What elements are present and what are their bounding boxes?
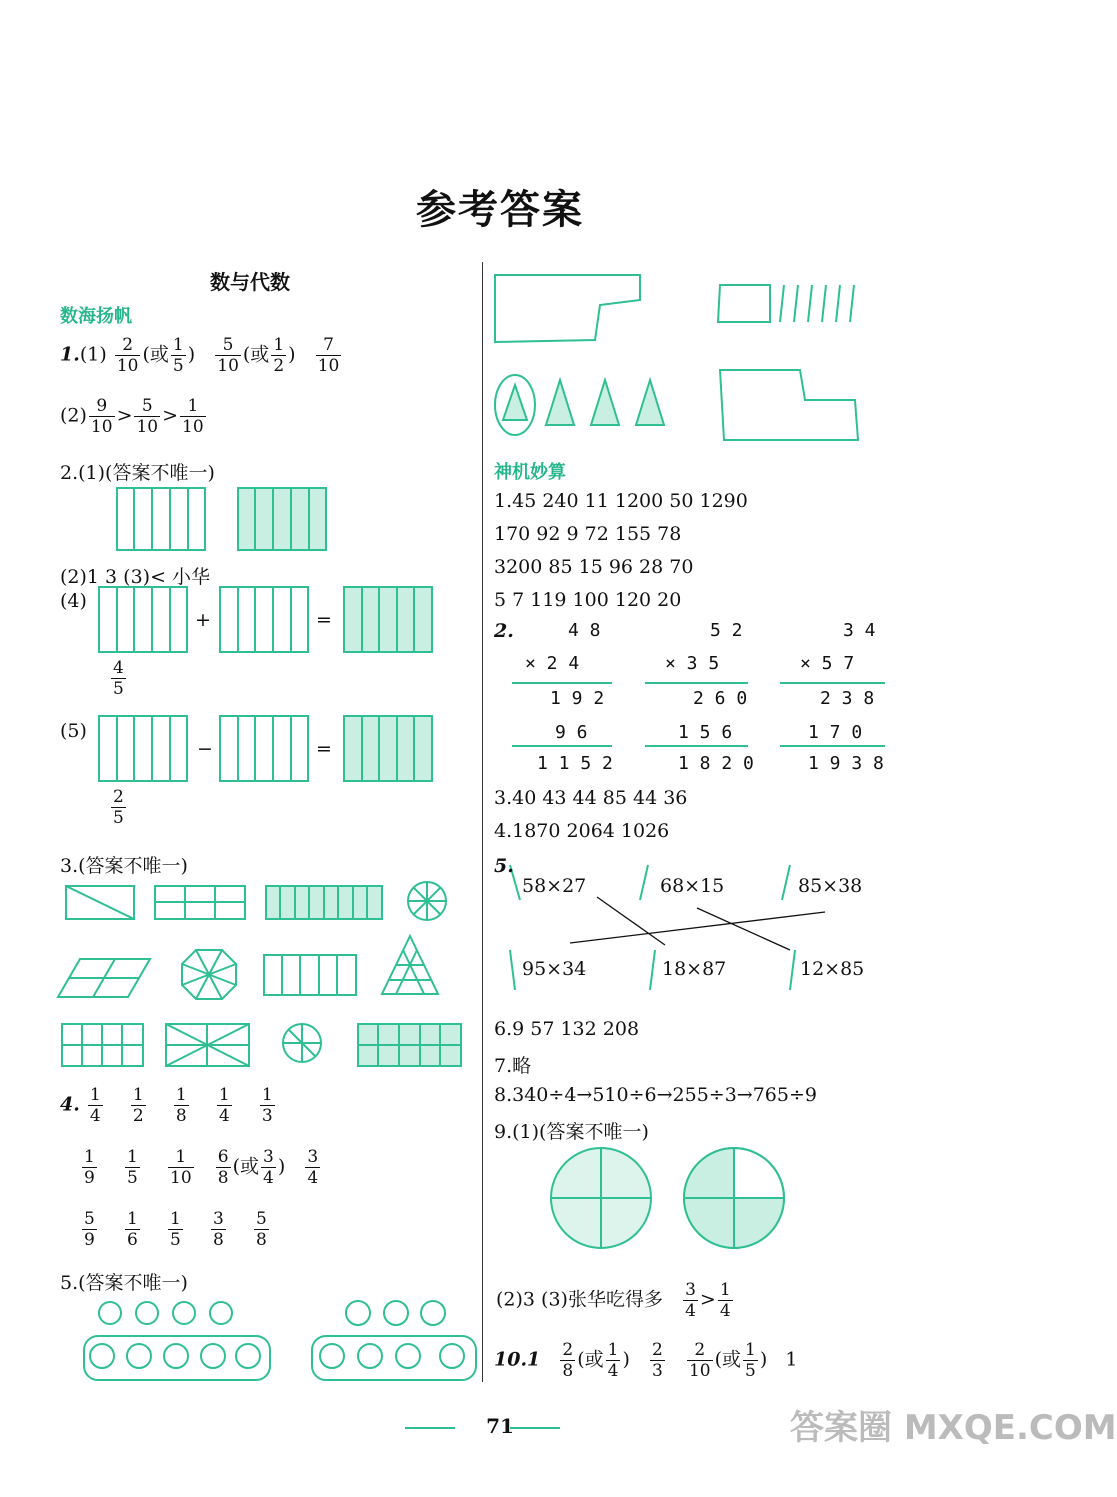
mult3-b: × 5 7 — [800, 653, 855, 674]
top-expr-2: 68×15 — [660, 875, 725, 897]
r-q9: 9.(1)(答案不唯一) — [494, 1121, 649, 1143]
q1-line1: 1.(1) $\frac{2}{10}$ (或 $\frac{1}{5}$ ) $\frac{5}{10}$ (或 $\frac{1}{2}$ ) $\frac{7}{10}$ — [60, 335, 340, 376]
q5-heading: 5.(答案不唯一) — [60, 1272, 188, 1294]
r-q5-label: 5. — [494, 855, 514, 877]
q4-row1: 4. $\frac{1}{4}$ $\frac{1}{2}$ $\frac{1}{8}$ $\frac{1}{4}$ $\frac{1}{3}$ — [60, 1085, 273, 1126]
mult2-a: 5 2 — [710, 620, 743, 641]
bottom-expr-3: 12×85 — [800, 958, 865, 980]
top-expr-3: 85×38 — [798, 875, 863, 897]
equals-sign-2: = — [316, 738, 332, 760]
q3-heading: 3.(答案不唯一) — [60, 855, 188, 877]
q2-line2: (2)1 3 (3)< 小华 — [60, 566, 211, 588]
plus-sign: + — [195, 609, 211, 631]
section-heading-1: 数海扬帆 — [60, 306, 132, 327]
q4-row3: $\frac{5}{9}$ $\frac{1}{6}$ $\frac{1}{5}$ $\frac{3}{8}$ $\frac{5}{8}$ — [84, 1209, 267, 1250]
r-q1-row4: 5 7 119 100 120 20 — [494, 589, 682, 611]
section-heading-2: 神机妙算 — [494, 462, 566, 483]
page-title: 参考答案 — [416, 187, 584, 233]
mult3-r: 1 9 3 8 — [808, 753, 884, 774]
q1-line2: (2) $\frac{9}{10}$ > $\frac{5}{10}$ > $\frac{1}{10}$ — [60, 396, 204, 437]
r-q1-row2: 170 92 9 72 155 78 — [494, 523, 682, 545]
r-q2-label: 2. — [494, 620, 514, 642]
mult3-p1: 2 3 8 — [820, 688, 875, 709]
r-q1-row1: 1.45 240 11 1200 50 1290 — [494, 490, 748, 512]
q2-part4-answer: $\frac{4}{5}$ — [113, 658, 124, 699]
q2-line1: 2.(1)(答案不唯一) — [60, 462, 215, 484]
mult1-r: 1 1 5 2 — [537, 753, 613, 774]
bottom-expr-1: 95×34 — [522, 958, 587, 980]
watermark: 答案圈 MXQE.COM — [790, 1408, 1117, 1448]
mult2-p2: 1 5 6 — [678, 722, 733, 743]
subtitle: 数与代数 — [210, 270, 290, 294]
bottom-expr-2: 18×87 — [662, 958, 727, 980]
r-q6: 6.9 57 132 208 — [494, 1018, 640, 1040]
mult1-b: × 2 4 — [525, 653, 580, 674]
r-q3: 3.40 43 44 85 44 36 — [494, 787, 688, 809]
mult2-r: 1 8 2 0 — [678, 753, 754, 774]
mult1-p2: 9 6 — [555, 722, 588, 743]
equals-sign-1: = — [316, 609, 332, 631]
r-q4: 4.1870 2064 1026 — [494, 820, 670, 842]
q2-part5-label: (5) — [60, 720, 87, 742]
q2-part5-answer: $\frac{2}{5}$ — [113, 787, 124, 828]
mult2-b: × 3 5 — [665, 653, 720, 674]
r-q10: 10.1 $\frac{2}{8}$ (或 $\frac{1}{4}$ ) $\frac{2}{3}$ $\frac{2}{10}$ (或 $\frac{1}{5}$ ) 1 — [494, 1340, 798, 1381]
mult1-p1: 1 9 2 — [550, 688, 605, 709]
mult3-a: 3 4 — [843, 620, 876, 641]
mult3-p2: 1 7 0 — [808, 722, 863, 743]
q4-row2: $\frac{1}{9}$ $\frac{1}{5}$ $\frac{1}{10}$ $\frac{6}{8}$ (或 $\frac{3}{4}$ ) $\frac{3}{4}$ — [84, 1147, 319, 1188]
r-q9-part2: (2)3 (3)张华吃得多 $\frac{3}{4}$ > $\frac{1}{4}$ — [496, 1280, 731, 1321]
mult2-p1: 2 6 0 — [693, 688, 748, 709]
q2-part4-label: (4) — [60, 590, 87, 612]
mult1-a: 4 8 — [568, 620, 601, 641]
minus-sign: − — [197, 738, 213, 760]
top-expr-1: 58×27 — [522, 875, 587, 897]
r-q8: 8.340÷4→510÷6→255÷3→765÷9 — [494, 1084, 817, 1106]
r-q7: 7.略 — [494, 1055, 532, 1077]
r-q1-row3: 3200 85 15 96 28 70 — [494, 556, 694, 578]
page-number: 71 — [486, 1414, 514, 1438]
